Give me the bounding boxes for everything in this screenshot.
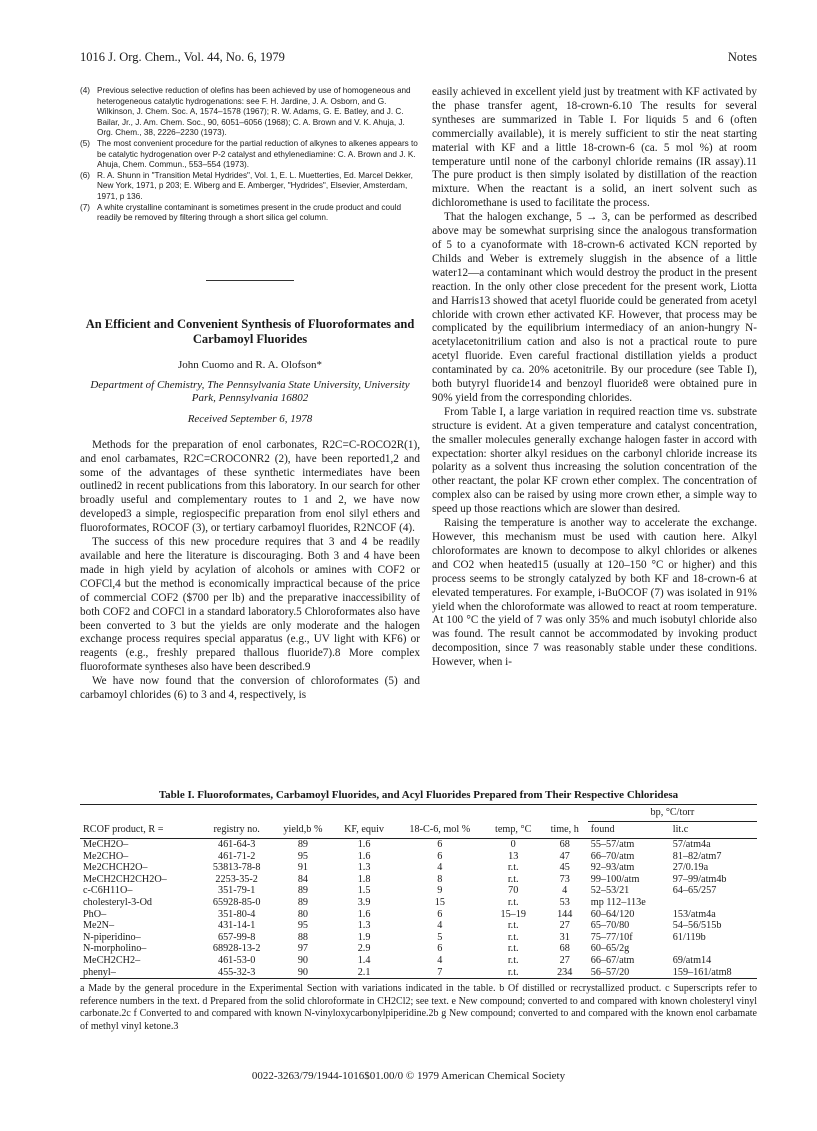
reference-note xyxy=(80,203,420,224)
table-cell: 89 xyxy=(297,839,308,850)
table-cell: 9 xyxy=(437,885,443,897)
table-cell: 8 xyxy=(437,873,443,885)
table-cell: 0 xyxy=(510,839,516,850)
body-paragraph: The success of this new procedure requires that 3 and 4 be readily available and here the literature is discouraging. Both 3 and 4 have been made in high yield by acylation of alcohols or amines with COF2 or COFCl,4 but the method is economically impractical because of the price of commercial COF2 ($700 per lb) and the preparative inaccessibility of both COF2 and COFCl in a standard laboratory.5 Chloroformates also have been converted to 3 but the yields are only moderate and the halogen exchange process requires special apparatus (e.g., UV light with KF6) or reagents (e.g., freshly prepared thallous fluoride7).8 More complex fluoroformate syntheses also have been described.9 xyxy=(80,536,420,674)
table-cell: 657-99-8 xyxy=(217,931,256,943)
table-row xyxy=(80,839,757,851)
table-cell: 75–77/10f xyxy=(590,931,633,943)
body-paragraph: From Table I, a large variation in required reaction time vs. substrate structure is evident. At a given temperature and catalyst concentration, the smaller molecules generally exchange halogen faster in accord with expectation: shorter alkyl residues on the carbonyl chloride increase its polarity as a solvent thus increasing the solution concentration of the other reactant, the polar KF crown ether complex. The concentration of complex also can be raised by using more crown ether, a simple way to speed up those reactions which are slower than desired. xyxy=(432,405,757,516)
table-cell: 144 xyxy=(557,908,573,920)
table-row xyxy=(80,874,757,886)
header-section: Notes xyxy=(727,50,757,64)
table-row xyxy=(80,955,757,967)
table-cell: 91 xyxy=(297,862,308,874)
table-cell: 1.5 xyxy=(357,885,371,897)
table-cell: 159–161/atm8 xyxy=(672,966,732,978)
table-cell: 1.6 xyxy=(357,839,371,850)
table-cell: 54–56/515b xyxy=(672,920,722,932)
table-cell: 3.9 xyxy=(357,896,371,908)
table-cell: 15–19 xyxy=(500,908,526,920)
table-cell: 1.3 xyxy=(357,862,371,874)
table-cell: 2253-35-2 xyxy=(215,873,258,885)
table-cell: 13 xyxy=(508,850,519,862)
copyright-line: 0022-3263/79/1944-1016$01.00/0 © 1979 American Chemical Society xyxy=(251,1070,566,1082)
table-cell: r.t. xyxy=(507,931,519,943)
table-cell: 461-53-0 xyxy=(217,954,256,966)
article-authors: John Cuomo and R. A. Olofson* xyxy=(178,358,322,371)
column-subheader: lit.c xyxy=(670,822,757,839)
column-header: temp, °C xyxy=(485,805,542,839)
table-cell: 5 xyxy=(437,931,443,943)
note-text: R. A. Shunn in "Transition Metal Hydrides", Vol. 1, E. L. Muetterties, Ed. Marcel Dekker, New York, 1971, p 203; E. Wiberg and E. Amberger, "Hydrides", Elsevier, Amsterdam, 1971, p 136. xyxy=(97,170,413,201)
table-cell: r.t. xyxy=(507,920,519,932)
table-cell: 1.6 xyxy=(357,908,371,920)
table-cell: 64–65/257 xyxy=(672,885,717,897)
table-cell: 4 xyxy=(437,954,443,966)
right-body-text xyxy=(432,86,757,670)
left-column xyxy=(80,86,420,703)
column-header: yield,b % xyxy=(273,805,334,839)
table-cell: 4 xyxy=(562,885,568,897)
table-row xyxy=(80,909,757,921)
table-cell: 455-32-3 xyxy=(217,966,256,978)
table-cell: 31 xyxy=(559,931,570,943)
table-cell: Me2CHO– xyxy=(83,850,129,862)
body-paragraph: Methods for the preparation of enol carbonates, R2C=C-ROCO2R(1), and enol carbamates, R2C=CROCONR2 (2), have been reported1,2 and some of the advantages of these synthetic intermediates have been outlined2 in recent publications from this laboratory. In our search for other broadly useful and complementary routes to 1 and 2, we have now developed3 a simple, regiospecific preparation from enol silyl ethers and fluoroformates, ROCOF (3), or tertiary carbamoyl fluorides, R2NCOF (4). xyxy=(80,438,420,535)
table-cell: 6 xyxy=(437,839,443,850)
section-divider xyxy=(206,280,294,281)
article-affiliation: Department of Chemistry, The Pennsylvania State University, University Park, Pennsylvania 16802 xyxy=(90,378,410,404)
table-row xyxy=(80,920,757,932)
table-cell: 99–100/atm xyxy=(590,873,640,885)
body-paragraph: We have now found that the conversion of chloroformates (5) and carbamoyl chlorides (6) to 3 and 4, respectively, is xyxy=(80,675,420,702)
reference-notes xyxy=(80,86,420,224)
table-cell: 1.8 xyxy=(357,873,371,885)
table-cell: 351-80-4 xyxy=(217,908,256,920)
table-cell: 95 xyxy=(297,920,308,932)
body-paragraph: That the halogen exchange, 5 → 3, can be performed as described above may be somewhat surprising since the analogous transformation of 5 to a cyanoformate with 18-crown-6 activated KCN reported by Childs and Weber is extremely sluggish in the absence of a little water12—a contaminant which would destroy the product in the present reaction. In the only other close precedent for the present work, Liotta and Harris13 showed that acetyl fluoride could be generated from acetyl chloride with crown ether activated KF. However, that process may be complicated by the equilibrium intermediacy of an anion-hungry N-acetylacetonitrilium cation and also is not a practical route to pure acetyl fluoride. Even careful fractional distillation yields a product contaminated by ca. 20% acetonitrile. By our procedure (see Table I), both butyryl fluoride14 and benzoyl fluoride8 were obtained pure in 90% yield from the corresponding chlorides. xyxy=(432,211,757,404)
table-cell: Me2N– xyxy=(83,920,115,932)
table-cell: 95 xyxy=(297,850,308,862)
table-row xyxy=(80,943,757,955)
reference-note xyxy=(80,139,420,171)
note-number: (4) xyxy=(80,86,91,95)
table-cell: 70 xyxy=(508,885,519,897)
column-header: registry no. xyxy=(201,805,273,839)
table-row xyxy=(80,885,757,897)
table-cell: cholesteryl-3-Od xyxy=(83,896,153,908)
table-cell: 60–64/120 xyxy=(590,908,635,920)
column-header: bp, °C/torr xyxy=(588,805,757,822)
table-cell xyxy=(670,897,757,909)
table-cell: 55–57/atm xyxy=(590,839,635,850)
table-1 xyxy=(80,789,757,1033)
table-cell: 47 xyxy=(559,850,570,862)
table-cell: 61/119b xyxy=(672,931,706,943)
table-cell: r.t. xyxy=(507,873,519,885)
table-cell: 56–57/20 xyxy=(590,966,630,978)
table-row xyxy=(80,862,757,874)
table-cell xyxy=(670,943,757,955)
table-cell: 27 xyxy=(559,920,570,932)
table-cell: MeCH2CH2– xyxy=(83,954,141,966)
table-cell: r.t. xyxy=(507,954,519,966)
table-cell: 97–99/atm4b xyxy=(672,873,727,885)
right-column xyxy=(432,86,757,670)
table-cell: 461-71-2 xyxy=(217,850,256,862)
table-cell: 68928-13-2 xyxy=(212,943,261,955)
table-cell: 1.6 xyxy=(357,850,371,862)
table-cell: 65928-85-0 xyxy=(212,896,261,908)
running-header xyxy=(80,50,757,68)
table-cell: 66–70/atm xyxy=(590,850,635,862)
note-text: Previous selective reduction of olefins has been achieved by use of homogeneous and heterogeneous catalytic hydrogenations: see F. H. Jardine, J. A. Osborn, and G. Wilkinson, J. Chem. Soc. A, 1574–1578 (1967); R. W. Adams, G. E. Batley, and J. C. Bailar, Jr., J. Am. Chem. Soc., 90, 6051–6056 (1968); C. A. Brown and V. K. Ahuja, J. Org. Chem., 38, 2226–2230 (1973). xyxy=(97,86,411,138)
table-cell: 68 xyxy=(559,839,570,850)
table-caption: Table I. Fluoroformates, Carbamoyl Fluorides, and Acyl Fluorides Prepared from Their Respective Chloridesa xyxy=(158,789,679,801)
note-number: (6) xyxy=(80,170,91,180)
table-cell: c-C6H11O– xyxy=(83,885,133,897)
table-header-row xyxy=(80,805,757,822)
table-cell: MeCH2CH2CH2O– xyxy=(83,873,167,885)
table-cell: 2.9 xyxy=(357,943,371,955)
table-cell: PhO– xyxy=(83,908,107,920)
table-cell: 89 xyxy=(297,885,308,897)
table-cell: 27 xyxy=(559,954,570,966)
table-body xyxy=(80,839,757,979)
note-text: A white crystalline contaminant is sometimes present in the crude product and could readily be removed by filtering through a short silica gel column. xyxy=(97,202,402,223)
note-number: (5) xyxy=(80,138,91,148)
table-cell: 1.3 xyxy=(357,920,371,932)
table-cell: N-morpholino– xyxy=(83,943,147,955)
column-header: time, h xyxy=(542,805,588,839)
table-cell: 7 xyxy=(437,966,443,978)
column-header: KF, equiv xyxy=(333,805,395,839)
table-cell: 84 xyxy=(297,873,308,885)
table-cell: 45 xyxy=(559,862,570,874)
table-cell: 4 xyxy=(437,920,443,932)
note-number: (7) xyxy=(80,202,91,212)
note-text: The most convenient procedure for the partial reduction of alkynes to alkenes appears to be catalytic hydrogenation over P-2 catalyst and ethylenediamine: C. A. Brown and J. K. Ahuja, Chem. Commun., 553–554 (1973). xyxy=(97,138,418,170)
table-cell: 461-64-3 xyxy=(217,839,256,850)
body-paragraph: easily achieved in excellent yield just by treatment with KF activated by the phase transfer agent, 18-crown-6.10 The results for several syntheses are summarized in Table I. For liquids 5 and 6 (often commercially available), it is merely sufficient to stir the neat starting material with KF and a little 18-crown-6 (ca. 5 mol %) at room temperature until none of the carbonyl chloride remains (IR assay).11 The pure product is then simply isolated by distillation of the reaction mixture. When the reactant is a solid, an inert solvent such as dichloromethane is used to facilitate the process. xyxy=(432,86,757,210)
table-cell: 73 xyxy=(559,873,570,885)
table-cell: Me2CHCH2O– xyxy=(83,862,148,874)
received-date: Received September 6, 1978 xyxy=(187,412,313,425)
table-cell: r.t. xyxy=(507,943,519,955)
table-row xyxy=(80,967,757,979)
reference-note xyxy=(80,86,420,139)
table-row xyxy=(80,851,757,863)
table-cell: 6 xyxy=(437,943,443,955)
table-cell: 351-79-1 xyxy=(217,885,256,897)
table-cell: phenyl– xyxy=(83,966,116,978)
table-cell: 153/atm4a xyxy=(672,908,716,920)
column-header: RCOF product, R = xyxy=(80,805,201,839)
left-body-text xyxy=(80,439,420,703)
table-cell: 1.4 xyxy=(357,954,371,966)
table-cell: mp 112–113e xyxy=(590,896,646,908)
body-paragraph: Raising the temperature is another way to accelerate the exchange. However, this mechanism must be used with caution here. Alkyl chloroformates are known to decompose to alkyl chlorides or alkenes and CO2 when heated15 (usually at 120–150 °C or higher) and this process seems to be strongly catalyzed by both KF and 18-crown-6 at elevated temperatures. For example, i-BuOCOF (7) was isolated in 91% yield when the chloroformate was allowed to react at room temperature. At 100 °C the yield of 7 was only 35% and much isobutyl chloride also was found. The result cannot be accommodated by invoking product decomposition, since 7 was reasonably stable under these conditions. However, when i- xyxy=(432,517,757,669)
table-cell: 66–67/atm xyxy=(590,954,635,966)
table-cell: 53813-78-8 xyxy=(212,862,261,874)
reference-note xyxy=(80,171,420,203)
table-cell: 53 xyxy=(559,896,570,908)
table-cell: r.t. xyxy=(507,862,519,874)
table-cell: 69/atm14 xyxy=(672,954,712,966)
header-citation: 1016 J. Org. Chem., Vol. 44, No. 6, 1979 xyxy=(80,50,285,64)
table-cell: 234 xyxy=(557,966,573,978)
table-cell: 90 xyxy=(297,954,308,966)
article-title: An Efficient and Convenient Synthesis of Fluoroformates and Carbamoyl Fluorides xyxy=(85,316,415,346)
table-footnotes: a Made by the general procedure in the Experimental Section with variations indicated in the table. b Of distilled or recrystallized product. c Superscripts refer to reference numbers in the text. d Prepared from the solid chloroformate in CH2Cl2; see text. e New compound; converted to and compared with known cholesteryl vinyl carbonate.2c f Converted to and compared with known N-vinyloxycarbonylpiperidine.2b g New compound; converted to and compared with the known enol carbamate of methyl vinyl ketone.3 xyxy=(80,983,757,1032)
column-header: 18-C-6, mol % xyxy=(395,805,485,839)
table-cell: r.t. xyxy=(507,966,519,978)
table-cell: 60–65/2g xyxy=(590,943,630,955)
table-cell: 68 xyxy=(559,943,570,955)
table-cell: 97 xyxy=(297,943,308,955)
table-cell: 2.1 xyxy=(357,966,371,978)
table-cell: 6 xyxy=(437,908,443,920)
table-row xyxy=(80,897,757,909)
table-cell: 89 xyxy=(297,896,308,908)
table-row xyxy=(80,932,757,944)
table-cell: 52–53/21 xyxy=(590,885,630,897)
column-subheader: found xyxy=(588,822,670,839)
table-cell: 57/atm4a xyxy=(672,839,711,850)
table-cell: MeCH2O– xyxy=(83,839,129,850)
table-cell: 15 xyxy=(434,896,445,908)
table-cell: r.t. xyxy=(507,896,519,908)
table-cell: 1.9 xyxy=(357,931,371,943)
table-cell: 88 xyxy=(297,931,308,943)
table-cell: 6 xyxy=(437,850,443,862)
table-cell: 65–70/80 xyxy=(590,920,630,932)
table-cell: 4 xyxy=(437,862,443,874)
table-cell: 80 xyxy=(297,908,308,920)
table-cell: 27/0.19a xyxy=(672,862,709,874)
table-cell: 431-14-1 xyxy=(217,920,256,932)
table-cell: 90 xyxy=(297,966,308,978)
table-cell: 92–93/atm xyxy=(590,862,635,874)
table-cell: N-piperidino– xyxy=(83,931,141,943)
table-cell: 81–82/atm7 xyxy=(672,850,722,862)
data-table xyxy=(80,804,757,979)
